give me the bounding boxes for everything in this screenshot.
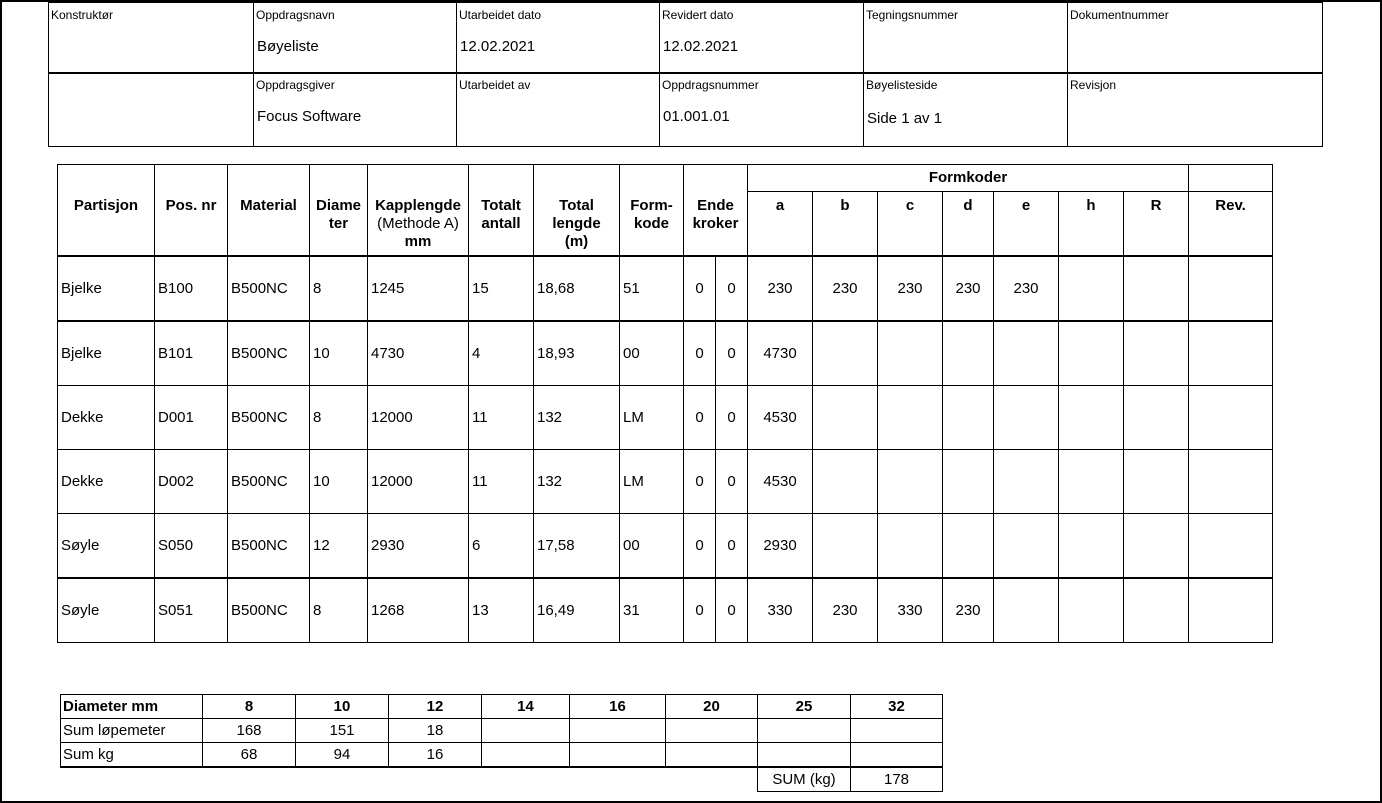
- col-form-a: a: [748, 192, 813, 256]
- cell-kapp: 4730: [368, 321, 469, 386]
- cell-R: [1124, 256, 1189, 321]
- col-posnr: Pos. nr: [155, 165, 228, 256]
- summary-blank: [482, 767, 570, 792]
- cell-antall: 4: [469, 321, 534, 386]
- title-field-row2-1: [254, 73, 457, 146]
- title-field-row1-1: [254, 3, 457, 72]
- cell-ende1: 0: [684, 385, 716, 449]
- formkoder-header: Formkoder: [748, 165, 1189, 192]
- title-field-label: Dokumentnummer: [1070, 8, 1169, 22]
- cell-a: 330: [748, 578, 813, 643]
- summary-diameter: 10: [296, 695, 389, 719]
- summary-blank: [666, 767, 758, 792]
- cell-d: [943, 321, 994, 386]
- cell-R: [1124, 513, 1189, 578]
- cell-a: 2930: [748, 513, 813, 578]
- cell-posnr: S050: [155, 513, 228, 578]
- col-endekroker: Ende kroker: [684, 165, 748, 256]
- cell-d: [943, 385, 994, 449]
- cell-d: 230: [943, 256, 994, 321]
- cell-a: 4730: [748, 321, 813, 386]
- cell-a: 230: [748, 256, 813, 321]
- cell-e: 230: [994, 256, 1059, 321]
- table-row: [58, 321, 1273, 386]
- cell-R: [1124, 321, 1189, 386]
- col-diameter: Diame ter: [310, 165, 368, 256]
- title-field-value: Focus Software: [257, 108, 362, 125]
- cell-partisjon: Søyle: [58, 578, 155, 643]
- title-field-row1-4: [864, 3, 1068, 72]
- cell-rev: [1189, 256, 1273, 321]
- title-field-label: Utarbeidet av: [459, 78, 531, 92]
- cell-diameter: 8: [310, 578, 368, 643]
- table-row: [58, 385, 1273, 449]
- cell-formkode: LM: [620, 385, 684, 449]
- cell-material: B500NC: [228, 256, 310, 321]
- cell-rev: [1189, 321, 1273, 386]
- cell-kapp: 1268: [368, 578, 469, 643]
- cell-b: [813, 513, 878, 578]
- col-form-R: R: [1124, 192, 1189, 256]
- title-field-label: Oppdragsnummer: [662, 78, 759, 92]
- cell-rev: [1189, 578, 1273, 643]
- cell-material: B500NC: [228, 385, 310, 449]
- cell-ende1: 0: [684, 256, 716, 321]
- cell-a: 4530: [748, 385, 813, 449]
- summary-blank: [389, 767, 482, 792]
- summary-lopemeter-value: [758, 719, 851, 743]
- summary-lopemeter-value: [482, 719, 570, 743]
- summary-blank: [570, 767, 666, 792]
- summary-header-row: [61, 695, 943, 719]
- title-field-label: Konstruktør: [51, 8, 114, 22]
- summary-kg-row: [61, 743, 943, 768]
- col-form-b: b: [813, 192, 878, 256]
- cell-diameter: 8: [310, 256, 368, 321]
- summary-kg-value: 16: [389, 743, 482, 768]
- cell-R: [1124, 449, 1189, 513]
- cell-rev: [1189, 449, 1273, 513]
- cell-material: B500NC: [228, 578, 310, 643]
- title-field-row2-2: [457, 73, 660, 146]
- title-field-row1-0: [49, 3, 254, 72]
- title-block: [48, 2, 1323, 147]
- table-row: [58, 513, 1273, 578]
- cell-partisjon: Dekke: [58, 449, 155, 513]
- summary-lopemeter-value: [666, 719, 758, 743]
- summary-diameter: 8: [203, 695, 296, 719]
- cell-lengde: 16,49: [534, 578, 620, 643]
- col-form-e: e: [994, 192, 1059, 256]
- cell-e: [994, 578, 1059, 643]
- cell-antall: 6: [469, 513, 534, 578]
- summary-table: [60, 694, 943, 792]
- cell-lengde: 18,68: [534, 256, 620, 321]
- cell-material: B500NC: [228, 513, 310, 578]
- title-field-value: Bøyeliste: [257, 38, 319, 55]
- table-row: [58, 578, 1273, 643]
- cell-lengde: 18,93: [534, 321, 620, 386]
- title-field-label: Tegningsnummer: [866, 8, 959, 22]
- cell-antall: 15: [469, 256, 534, 321]
- cell-posnr: D001: [155, 385, 228, 449]
- title-field-row2-5: [1068, 73, 1322, 146]
- title-field-label: Bøyelisteside: [866, 78, 938, 92]
- cell-d: [943, 513, 994, 578]
- title-field-row1-3: [660, 3, 864, 72]
- cell-posnr: B101: [155, 321, 228, 386]
- cell-kapp: 12000: [368, 385, 469, 449]
- cell-ende1: 0: [684, 449, 716, 513]
- cell-d: 230: [943, 578, 994, 643]
- cell-posnr: B100: [155, 256, 228, 321]
- col-formkode: Form- kode: [620, 165, 684, 256]
- cell-R: [1124, 385, 1189, 449]
- cell-h: [1059, 321, 1124, 386]
- summary-head-label: Diameter mm: [61, 695, 203, 719]
- summary-lopemeter-value: 168: [203, 719, 296, 743]
- col-form-d: d: [943, 192, 994, 256]
- cell-formkode: LM: [620, 449, 684, 513]
- summary-lopemeter-value: [851, 719, 943, 743]
- summary-total-label: SUM (kg): [758, 767, 851, 792]
- cell-e: [994, 321, 1059, 386]
- cell-posnr: S051: [155, 578, 228, 643]
- cell-ende1: 0: [684, 578, 716, 643]
- cell-partisjon: Bjelke: [58, 256, 155, 321]
- cell-b: 230: [813, 256, 878, 321]
- cell-kapp: 1245: [368, 256, 469, 321]
- cell-antall: 11: [469, 449, 534, 513]
- cell-ende2: 0: [716, 513, 748, 578]
- summary-lopemeter-value: 18: [389, 719, 482, 743]
- cell-kapp: 12000: [368, 449, 469, 513]
- cell-rev: [1189, 385, 1273, 449]
- title-field-label: Revisjon: [1070, 78, 1117, 92]
- cell-c: 230: [878, 256, 943, 321]
- cell-diameter: 10: [310, 449, 368, 513]
- table-row: [58, 449, 1273, 513]
- cell-c: [878, 321, 943, 386]
- col-kapplengde: Kapplengde (Methode A) mm: [368, 165, 469, 256]
- title-field-row1-5: [1068, 3, 1322, 72]
- col-partisjon: Partisjon: [58, 165, 155, 256]
- cell-posnr: D002: [155, 449, 228, 513]
- cell-partisjon: Bjelke: [58, 321, 155, 386]
- summary-kg-value: [482, 743, 570, 768]
- summary-lopemeter-label: Sum løpemeter: [61, 719, 203, 743]
- cell-kapp: 2930: [368, 513, 469, 578]
- col-total-lengde: Total lengde (m): [534, 165, 620, 256]
- cell-b: [813, 321, 878, 386]
- summary-blank: [61, 767, 203, 792]
- cell-e: [994, 385, 1059, 449]
- title-field-value: 12.02.2021: [663, 38, 739, 55]
- cell-partisjon: Dekke: [58, 385, 155, 449]
- title-field-value: 01.001.01: [663, 108, 730, 125]
- cell-lengde: 17,58: [534, 513, 620, 578]
- cell-formkode: 00: [620, 513, 684, 578]
- summary-kg-value: [570, 743, 666, 768]
- cell-ende2: 0: [716, 578, 748, 643]
- cell-ende2: 0: [716, 385, 748, 449]
- title-field-label: Oppdragsnavn: [256, 8, 335, 22]
- title-field-row2-0: [49, 73, 254, 146]
- cell-e: [994, 449, 1059, 513]
- summary-kg-value: [851, 743, 943, 768]
- cell-formkode: 00: [620, 321, 684, 386]
- cell-ende2: 0: [716, 449, 748, 513]
- summary-blank: [203, 767, 296, 792]
- cell-formkode: 31: [620, 578, 684, 643]
- cell-b: 230: [813, 578, 878, 643]
- title-field-row1-2: [457, 3, 660, 72]
- cell-antall: 13: [469, 578, 534, 643]
- summary-kg-value: [758, 743, 851, 768]
- cell-h: [1059, 513, 1124, 578]
- cell-b: [813, 385, 878, 449]
- cell-lengde: 132: [534, 449, 620, 513]
- summary-diameter: 32: [851, 695, 943, 719]
- summary-kg-value: [666, 743, 758, 768]
- title-field-label: Utarbeidet dato: [459, 8, 542, 22]
- summary-total-row: [61, 767, 943, 792]
- title-field-row2-4: [864, 73, 1068, 146]
- summary-lopemeter-value: 151: [296, 719, 389, 743]
- rev-header-top: [1189, 165, 1273, 192]
- summary-kg-value: 94: [296, 743, 389, 768]
- title-field-row2-3: [660, 73, 864, 146]
- summary-diameter: 20: [666, 695, 758, 719]
- cell-material: B500NC: [228, 449, 310, 513]
- cell-a: 4530: [748, 449, 813, 513]
- cell-h: [1059, 578, 1124, 643]
- cell-h: [1059, 256, 1124, 321]
- summary-diameter: 16: [570, 695, 666, 719]
- summary-diameter: 25: [758, 695, 851, 719]
- cell-formkode: 51: [620, 256, 684, 321]
- cell-h: [1059, 385, 1124, 449]
- table-row: [58, 256, 1273, 321]
- cell-rev: [1189, 513, 1273, 578]
- cell-ende2: 0: [716, 256, 748, 321]
- cell-antall: 11: [469, 385, 534, 449]
- cell-diameter: 10: [310, 321, 368, 386]
- col-form-c: c: [878, 192, 943, 256]
- summary-lopemeter-value: [570, 719, 666, 743]
- cell-ende1: 0: [684, 321, 716, 386]
- summary-diameter: 14: [482, 695, 570, 719]
- title-field-label: Revidert dato: [662, 8, 734, 22]
- cell-ende1: 0: [684, 513, 716, 578]
- title-field-value: 12.02.2021: [460, 38, 536, 55]
- cell-b: [813, 449, 878, 513]
- summary-lopemeter-row: [61, 719, 943, 743]
- cell-lengde: 132: [534, 385, 620, 449]
- title-field-label: Oppdragsgiver: [256, 78, 335, 92]
- col-rev: Rev.: [1189, 192, 1273, 256]
- bending-schedule-table: [57, 164, 1273, 643]
- cell-c: [878, 449, 943, 513]
- col-totalt-antall: Totalt antall: [469, 165, 534, 256]
- summary-total-value: 178: [851, 767, 943, 792]
- cell-c: [878, 385, 943, 449]
- cell-partisjon: Søyle: [58, 513, 155, 578]
- cell-e: [994, 513, 1059, 578]
- cell-d: [943, 449, 994, 513]
- cell-material: B500NC: [228, 321, 310, 386]
- summary-diameter: 12: [389, 695, 482, 719]
- col-form-h: h: [1059, 192, 1124, 256]
- cell-diameter: 8: [310, 385, 368, 449]
- summary-kg-value: 68: [203, 743, 296, 768]
- cell-R: [1124, 578, 1189, 643]
- cell-c: [878, 513, 943, 578]
- summary-blank: [296, 767, 389, 792]
- cell-ende2: 0: [716, 321, 748, 386]
- cell-h: [1059, 449, 1124, 513]
- title-field-value: Side 1 av 1: [867, 110, 943, 127]
- col-material: Material: [228, 165, 310, 256]
- cell-diameter: 12: [310, 513, 368, 578]
- cell-c: 330: [878, 578, 943, 643]
- summary-kg-label: Sum kg: [61, 743, 203, 768]
